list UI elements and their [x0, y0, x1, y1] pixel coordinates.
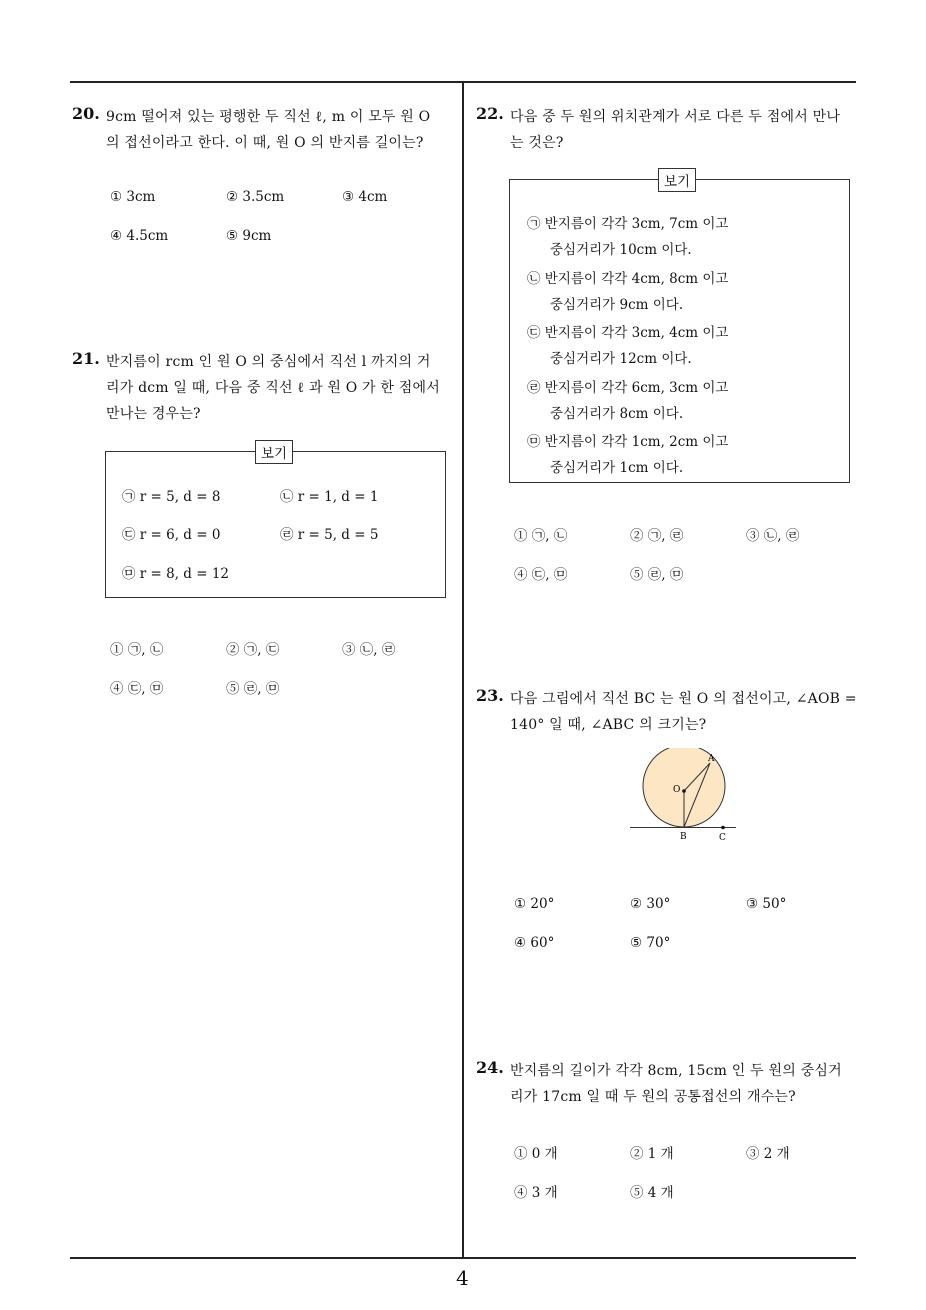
option-2[interactable]: ② 3.5cm	[226, 189, 285, 205]
point-c	[721, 826, 725, 830]
question-text-line-1: 다음 중 두 원의 위치관계가 서로 다른 두 점에서 만나	[510, 109, 841, 125]
column-divider	[462, 82, 464, 1258]
option-5[interactable]: ⑤ ㉣, ㉤	[630, 567, 684, 583]
option-1[interactable]: ① 20°	[514, 896, 555, 912]
example-item-3-line-1: ㉢ 반지름이 각각 3cm, 4cm 이고	[527, 325, 729, 341]
example-box-label: 보기	[658, 168, 696, 192]
bottom-rule	[70, 1257, 856, 1259]
option-5[interactable]: ⑤ ㉣, ㉤	[226, 681, 280, 697]
example-item-2-line-2: 중심거리가 9cm 이다.	[550, 297, 684, 313]
question-text-line-1: 반지름이 rcm 인 원 O 의 중심에서 직선 l 까지의 거	[106, 354, 431, 370]
question-number: 24.	[476, 1058, 504, 1077]
page-number: 4	[456, 1266, 469, 1290]
example-item-4: ㉣ r = 5, d = 5	[280, 527, 379, 543]
label-b: B	[680, 832, 687, 842]
question-number: 23.	[476, 686, 504, 705]
point-o	[682, 789, 686, 793]
tangent-circle-figure	[626, 748, 742, 846]
option-5[interactable]: ⑤ 70°	[630, 935, 671, 951]
question-text-line-2: 는 것은?	[510, 135, 564, 151]
label-a: A	[708, 754, 715, 764]
question-text-line-1: 다음 그림에서 직선 BC 는 원 O 의 접선이고, ∠AOB =	[510, 691, 857, 707]
example-item-2-line-1: ㉡ 반지름이 각각 4cm, 8cm 이고	[527, 271, 729, 287]
option-3[interactable]: ③ ㉡, ㉣	[342, 642, 396, 658]
option-3[interactable]: ③ ㉡, ㉣	[746, 528, 800, 544]
example-item-5-line-1: ㉤ 반지름이 각각 1cm, 2cm 이고	[527, 434, 729, 450]
question-number: 21.	[72, 349, 100, 368]
label-o: O	[673, 785, 681, 795]
example-item-4-line-2: 중심거리가 8cm 이다.	[550, 406, 684, 422]
example-item-1: ㉠ r = 5, d = 8	[122, 489, 221, 505]
question-number: 20.	[72, 104, 100, 123]
question-text-line-2: 의 접선이라고 한다. 이 때, 원 O 의 반지름 길이는?	[106, 135, 424, 151]
question-text-line-3: 만나는 경우는?	[106, 406, 201, 422]
question-text-line-1: 9cm 떨어져 있는 평행한 두 직선 ℓ, m 이 모두 원 O	[106, 109, 431, 125]
example-item-3-line-2: 중심거리가 12cm 이다.	[550, 351, 692, 367]
question-number: 22.	[476, 104, 504, 123]
example-item-4-line-1: ㉣ 반지름이 각각 6cm, 3cm 이고	[527, 380, 729, 396]
option-4[interactable]: ④ ㉢, ㉤	[514, 567, 568, 583]
option-2[interactable]: ② ㉠, ㉣	[630, 528, 684, 544]
question-text-line-2: 140° 일 때, ∠ABC 의 크기는?	[510, 717, 707, 733]
example-item-1-line-1: ㉠ 반지름이 각각 3cm, 7cm 이고	[527, 216, 729, 232]
question-text-line-1: 반지름의 길이가 각각 8cm, 15cm 인 두 원의 중심거	[510, 1063, 842, 1079]
option-4[interactable]: ④ 4.5cm	[110, 228, 169, 244]
example-item-1-line-2: 중심거리가 10cm 이다.	[550, 242, 692, 258]
example-item-5: ㉤ r = 8, d = 12	[122, 566, 230, 582]
label-c: C	[719, 833, 726, 843]
option-4[interactable]: ④ ㉢, ㉤	[110, 681, 164, 697]
option-5[interactable]: ⑤ 9cm	[226, 228, 272, 244]
option-3[interactable]: ③ 50°	[746, 896, 787, 912]
option-1[interactable]: ① ㉠, ㉡	[514, 528, 568, 544]
option-4[interactable]: ④ 60°	[514, 935, 555, 951]
example-item-5-line-2: 중심거리가 1cm 이다.	[550, 460, 684, 476]
option-2[interactable]: ② 30°	[630, 896, 671, 912]
question-text-line-2: 리가 17cm 일 때 두 원의 공통접선의 개수는?	[510, 1089, 796, 1105]
option-1[interactable]: ① 0 개	[514, 1146, 558, 1162]
option-4[interactable]: ④ 3 개	[514, 1185, 558, 1201]
option-1[interactable]: ① 3cm	[110, 189, 156, 205]
option-2[interactable]: ② ㉠, ㉢	[226, 642, 280, 658]
example-item-2: ㉡ r = 1, d = 1	[280, 489, 379, 505]
example-item-3: ㉢ r = 6, d = 0	[122, 527, 221, 543]
example-box-label: 보기	[255, 440, 293, 464]
option-3[interactable]: ③ 4cm	[342, 189, 388, 205]
question-text-line-2: 리가 dcm 일 때, 다음 중 직선 ℓ 과 원 O 가 한 점에서	[106, 380, 440, 396]
option-5[interactable]: ⑤ 4 개	[630, 1185, 674, 1201]
option-2[interactable]: ② 1 개	[630, 1146, 674, 1162]
option-1[interactable]: ① ㉠, ㉡	[110, 642, 164, 658]
option-3[interactable]: ③ 2 개	[746, 1146, 790, 1162]
